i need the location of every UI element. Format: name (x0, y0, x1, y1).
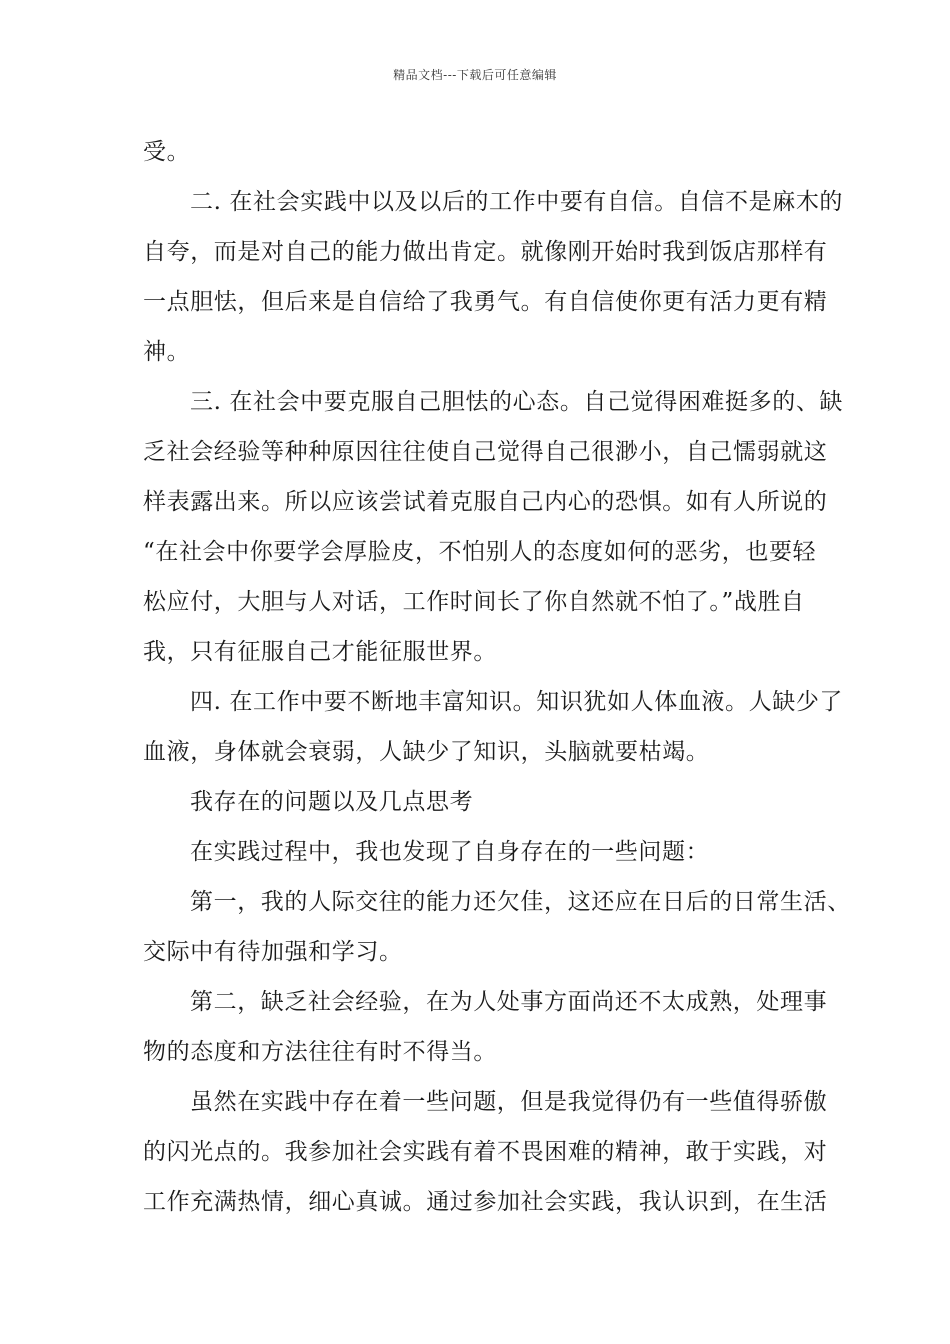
text-line: 自夸，而是对自己的能力做出肯定。就像刚开始时我到饭店那样有 (143, 239, 828, 265)
section-heading: 我存在的问题以及几点思考 (190, 789, 474, 815)
text-line: “在社会中你要学会厚脸皮，不怕别人的态度如何的恶劣，也要轻 (143, 539, 817, 565)
text-line: 交际中有待加强和学习。 (143, 939, 403, 965)
document-body (143, 132, 851, 1232)
text-line: 我，只有征服自己才能征服世界。 (143, 639, 497, 665)
paragraph-first-line: 三. 在社会中要克服自己胆怯的心态。自己觉得困难挺多的、缺 (190, 389, 844, 415)
text-line: 松应付，大胆与人对话，工作时间长了你自然就不怕了。”战胜自 (143, 589, 805, 615)
text-line: 血液，身体就会衰弱，人缺少了知识，头脑就要枯竭。 (143, 739, 710, 765)
paragraph-first-line: 第一，我的人际交往的能力还欠佳，这还应在日后的日常生活、 (190, 889, 851, 915)
paragraph-first-line: 在实践过程中，我也发现了自身存在的一些问题： (190, 839, 710, 865)
text-line: 工作充满热情，细心真诚。通过参加社会实践，我认识到，在生活 (143, 1189, 828, 1215)
page-header: 精品文档---下载后可任意编辑 (393, 68, 557, 82)
paragraph-first-line: 虽然在实践中存在着一些问题，但是我觉得仍有一些值得骄傲 (190, 1089, 828, 1115)
text-line: 受。 (143, 139, 191, 165)
text-line: 物的态度和方法往往有时不得当。 (143, 1039, 497, 1065)
paragraph-first-line: 二. 在社会实践中以及以后的工作中要有自信。自信不是麻木的 (190, 189, 844, 215)
text-line: 神。 (143, 339, 191, 365)
paragraph-first-line: 第二，缺乏社会经验，在为人处事方面尚还不太成熟，处理事 (190, 989, 828, 1015)
text-line: 样表露出来。所以应该尝试着克服自己内心的恐惧。如有人所说的 (143, 489, 828, 515)
text-line: 的闪光点的。我参加社会实践有着不畏困难的精神，敢于实践，对 (143, 1139, 828, 1165)
text-line: 一点胆怯，但后来是自信给了我勇气。有自信使你更有活力更有精 (143, 289, 828, 315)
paragraph-first-line: 四. 在工作中要不断地丰富知识。知识犹如人体血液。人缺少了 (190, 689, 844, 715)
text-line: 乏社会经验等种种原因往往使自己觉得自己很渺小，自己懦弱就这 (143, 439, 828, 465)
